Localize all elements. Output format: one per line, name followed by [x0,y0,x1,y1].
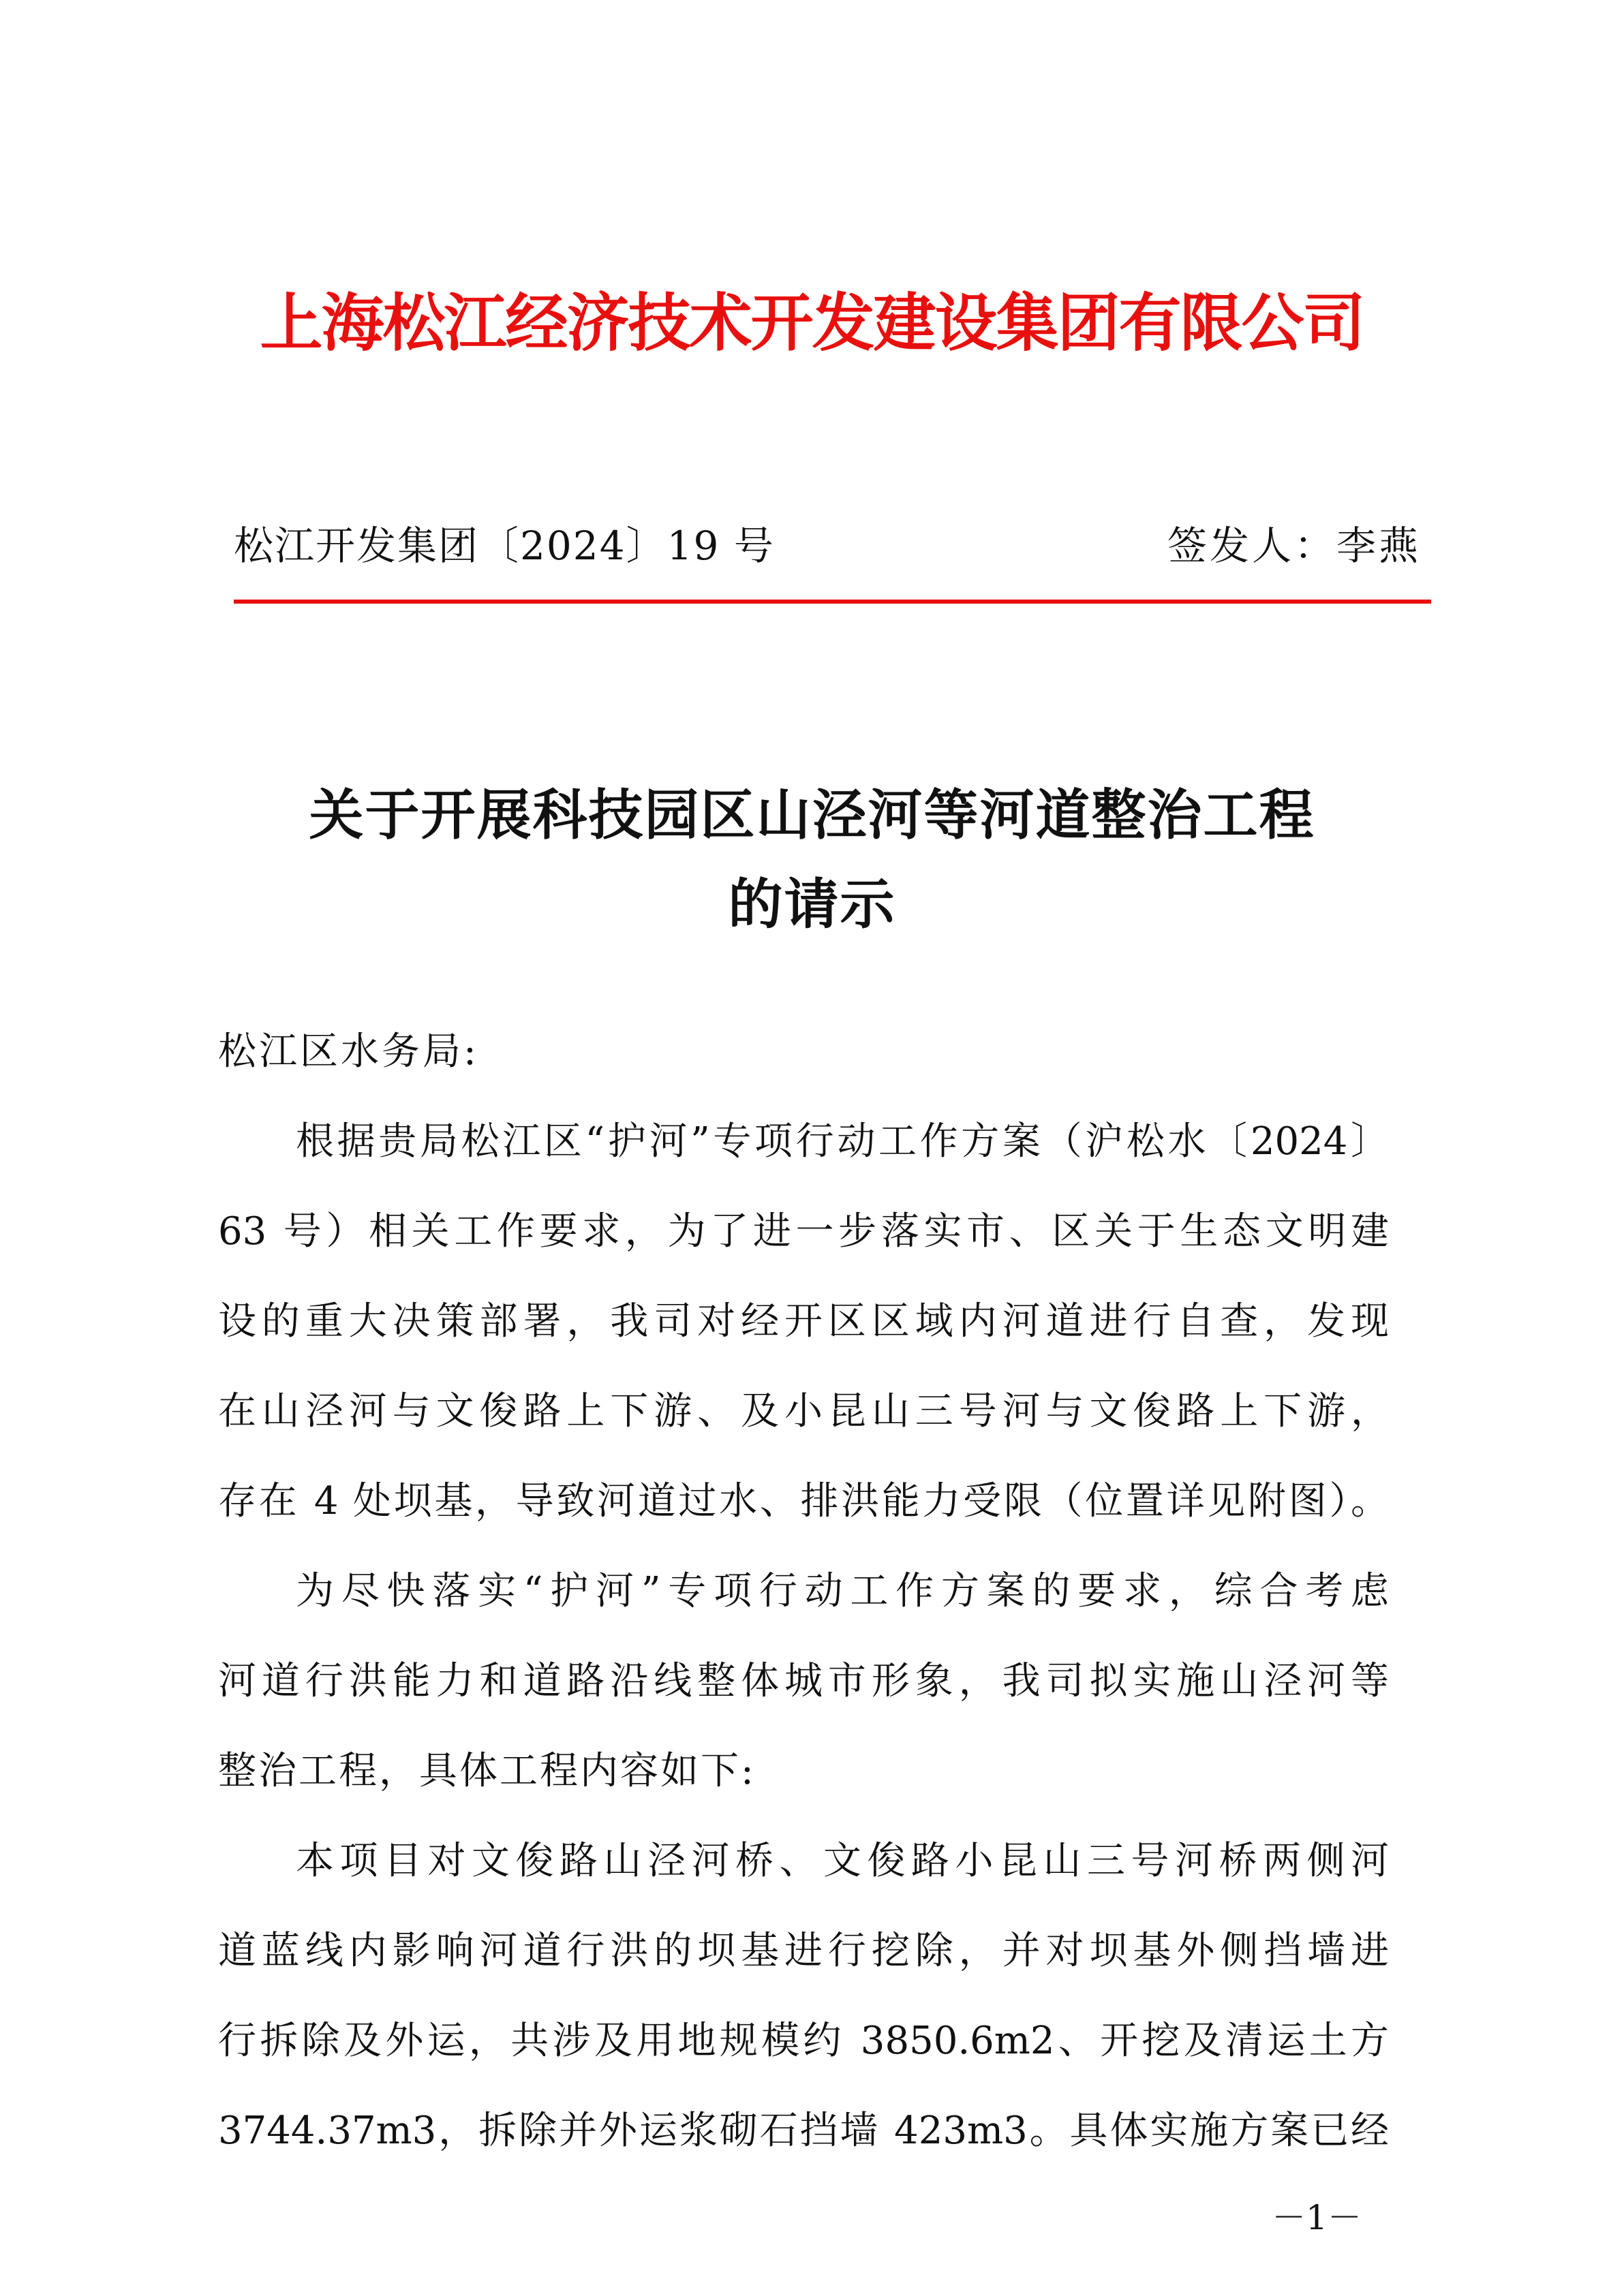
body-line-10: 道蓝线内影响河道行洪的坝基进行挖除，并对坝基外侧挡墙进 [218,1929,1389,1973]
body-line-9: 本项目对文俊路山泾河桥、文俊路小昆山三号河桥两侧河 [296,1839,1389,1883]
document-title-line-1: 关于开展科技园区山泾河等河道整治工程 [309,783,1315,847]
document-number: 松江开发集团〔2024〕19 号 [234,523,775,569]
document-title-line-2: 的请示 [728,872,896,936]
red-divider-rule [234,600,1431,604]
body-line-11: 行拆除及外运，共涉及用地规模约 3850.6m2、开挖及清运土方 [218,2019,1389,2063]
body-line-2: 63 号）相关工作要求，为了进一步落实市、区关于生态文明建 [218,1209,1389,1254]
body-line-7: 河道行洪能力和道路沿线整体城市形象，我司拟实施山泾河等 [218,1659,1389,1703]
body-line-3: 设的重大决策部署，我司对经开区区域内河道进行自查，发现 [218,1299,1389,1344]
body-line-8: 整治工程，具体工程内容如下: [218,1749,756,1793]
body-line-12: 3744.37m3，拆除并外运浆砌石挡墙 423m3。具体实施方案已经 [218,2109,1389,2153]
body-line-6: 为尽快落实“护河”专项行动工作方案的要求，综合考虑 [296,1569,1389,1613]
page-number: －1－ [1272,2198,1362,2237]
signer: 签发人：李燕 [1167,523,1421,569]
body-line-4: 在山泾河与文俊路上下游、及小昆山三号河与文俊路上下游， [218,1389,1389,1433]
salutation: 松江区水务局: [218,1029,479,1074]
issuing-organization-header: 上海松江经济技术开发建设集团有限公司 [260,286,1364,360]
body-line-5: 存在 4 处坝基，导致河道过水、排洪能力受限（位置详见附图）。 [218,1479,1389,1523]
body-line-1: 根据贵局松江区“护河”专项行动工作方案（沪松水〔2024〕 [296,1119,1389,1164]
